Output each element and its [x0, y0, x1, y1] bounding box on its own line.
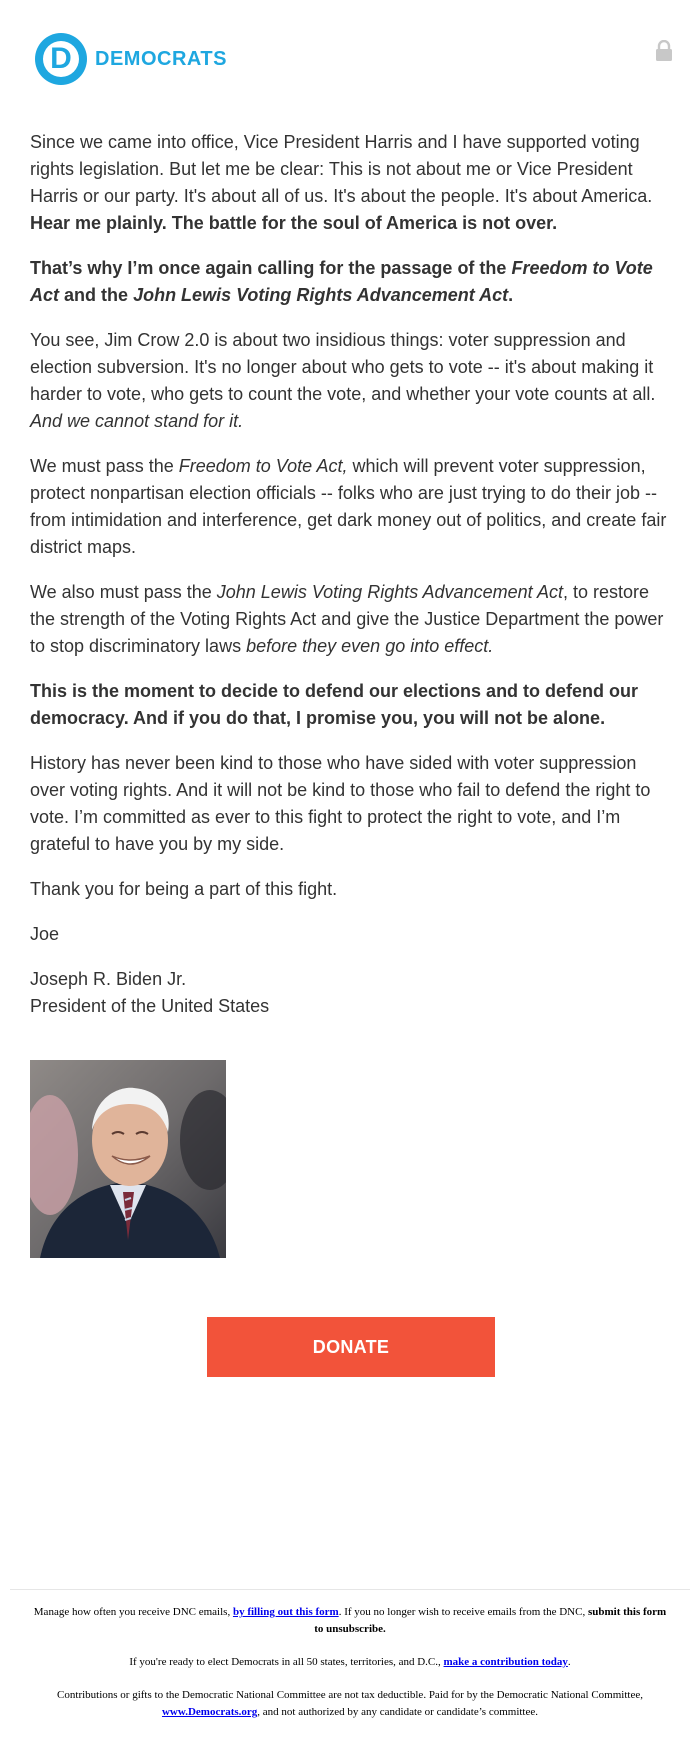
paragraph-7: History has never been kind to those who have sided with voter suppression over voting rights. And it will not be kind to those who fail to defend the right to vote. I’m committed as ever to this fight to protect the right to vote, and I’m grateful to have you by my side. [30, 753, 651, 854]
paragraph-4 [30, 453, 675, 561]
president-photo [30, 1060, 226, 1258]
footer-disclaimer-text: Contributions or gifts to the Democratic National Committee are not tax deductible. Paid for by the Democratic National Committee, [57, 1689, 643, 1701]
footer-contribute-line [30, 1654, 670, 1671]
signature-block [30, 966, 675, 1020]
p1-text: Since we came into office, Vice President Harris and I have supported voting rights legislation. But let me be clear: This is not about me or Vice President Harris or our party. It's about all of us. It's about the people. It's about America. [30, 132, 653, 206]
p3-text: You see, Jim Crow 2.0 is about two insidious things: voter suppression and election subversion. It's no longer about who gets to vote -- it's about making it harder to vote, who gets to count the vote, and whether your vote counts at all. [30, 330, 656, 404]
logo-wordmark: DEMOCRATS [95, 47, 227, 70]
signature-title: President of the United States [30, 996, 270, 1016]
signoff-first-name: Joe [30, 924, 60, 944]
footer-disclaimer-text-2: , and not authorized by any candidate or candidate’s committee. [257, 1706, 539, 1718]
paragraph-3 [30, 327, 675, 435]
contribute-link[interactable]: make a contribution today [443, 1656, 568, 1668]
paragraph-6: This is the moment to decide to defend our elections and to defend our democracy. And if you do that, I promise you, you will not be alone. [30, 681, 639, 728]
donate-button[interactable]: DONATE [207, 1317, 495, 1377]
letter-body [30, 129, 675, 1038]
footer-manage-line [30, 1604, 670, 1638]
democrats-org-link[interactable]: www.Democrats.org [161, 1706, 258, 1718]
footer-divider [10, 1589, 690, 1590]
p5-a: We also must pass the [30, 582, 212, 602]
footer-contribute-text: If you're ready to elect Democrats in all 50 states, territories, and D.C., [129, 1656, 441, 1668]
lock-icon [655, 40, 673, 62]
paragraph-1 [30, 129, 675, 237]
manage-preferences-link[interactable]: by filling out this form [232, 1606, 339, 1618]
footer-disclaimer [30, 1687, 670, 1721]
logo-letter: D [50, 42, 72, 75]
footer-contribute-text-2: . [567, 1656, 571, 1668]
p5-italic: before they even go into effect. [246, 636, 494, 656]
p2-e: . [508, 285, 514, 305]
democrats-logo[interactable] [35, 33, 227, 85]
p3-italic: And we cannot stand for it. [30, 411, 244, 431]
democrats-logo-mark [35, 33, 87, 85]
p4-freedom-to-vote: Freedom to Vote Act, [178, 456, 348, 476]
p5-c: , to restore the strength of the Voting Rights Act and give the Justice Department the power to stop discriminatory laws [30, 582, 664, 656]
footer-manage-text: Manage how often you receive DNC emails, [33, 1606, 231, 1618]
p4-a: We must pass the [30, 456, 174, 476]
p1-bold: Hear me plainly. The battle for the soul of America is not over. [30, 213, 558, 233]
p2-a: That’s why I’m once again calling for the passage of the [30, 258, 507, 278]
paragraph-2 [30, 255, 675, 309]
p2-c: and the [64, 285, 129, 305]
p4-c: which will prevent voter suppression, protect nonpartisan election officials -- folks who are just trying to do their job -- from intimidation and interference, get dark money out of politics, and create fair district maps. [30, 456, 667, 557]
p2-freedom-to-vote: Freedom to Vote Act [30, 258, 653, 305]
signature-name: Joseph R. Biden Jr. [30, 969, 187, 989]
unsubscribe-link[interactable]: submit this form to unsubscribe. [314, 1606, 667, 1635]
p5-john-lewis: John Lewis Voting Rights Advancement Act [216, 582, 563, 602]
paragraph-8: Thank you for being a part of this fight. [30, 879, 338, 899]
footer-manage-text-2: . If you no longer wish to receive emails from the DNC, [338, 1606, 586, 1618]
email-footer [30, 1604, 670, 1737]
paragraph-5 [30, 579, 675, 660]
p2-john-lewis: John Lewis Voting Rights Advancement Act [133, 285, 509, 305]
email-header [0, 0, 700, 112]
